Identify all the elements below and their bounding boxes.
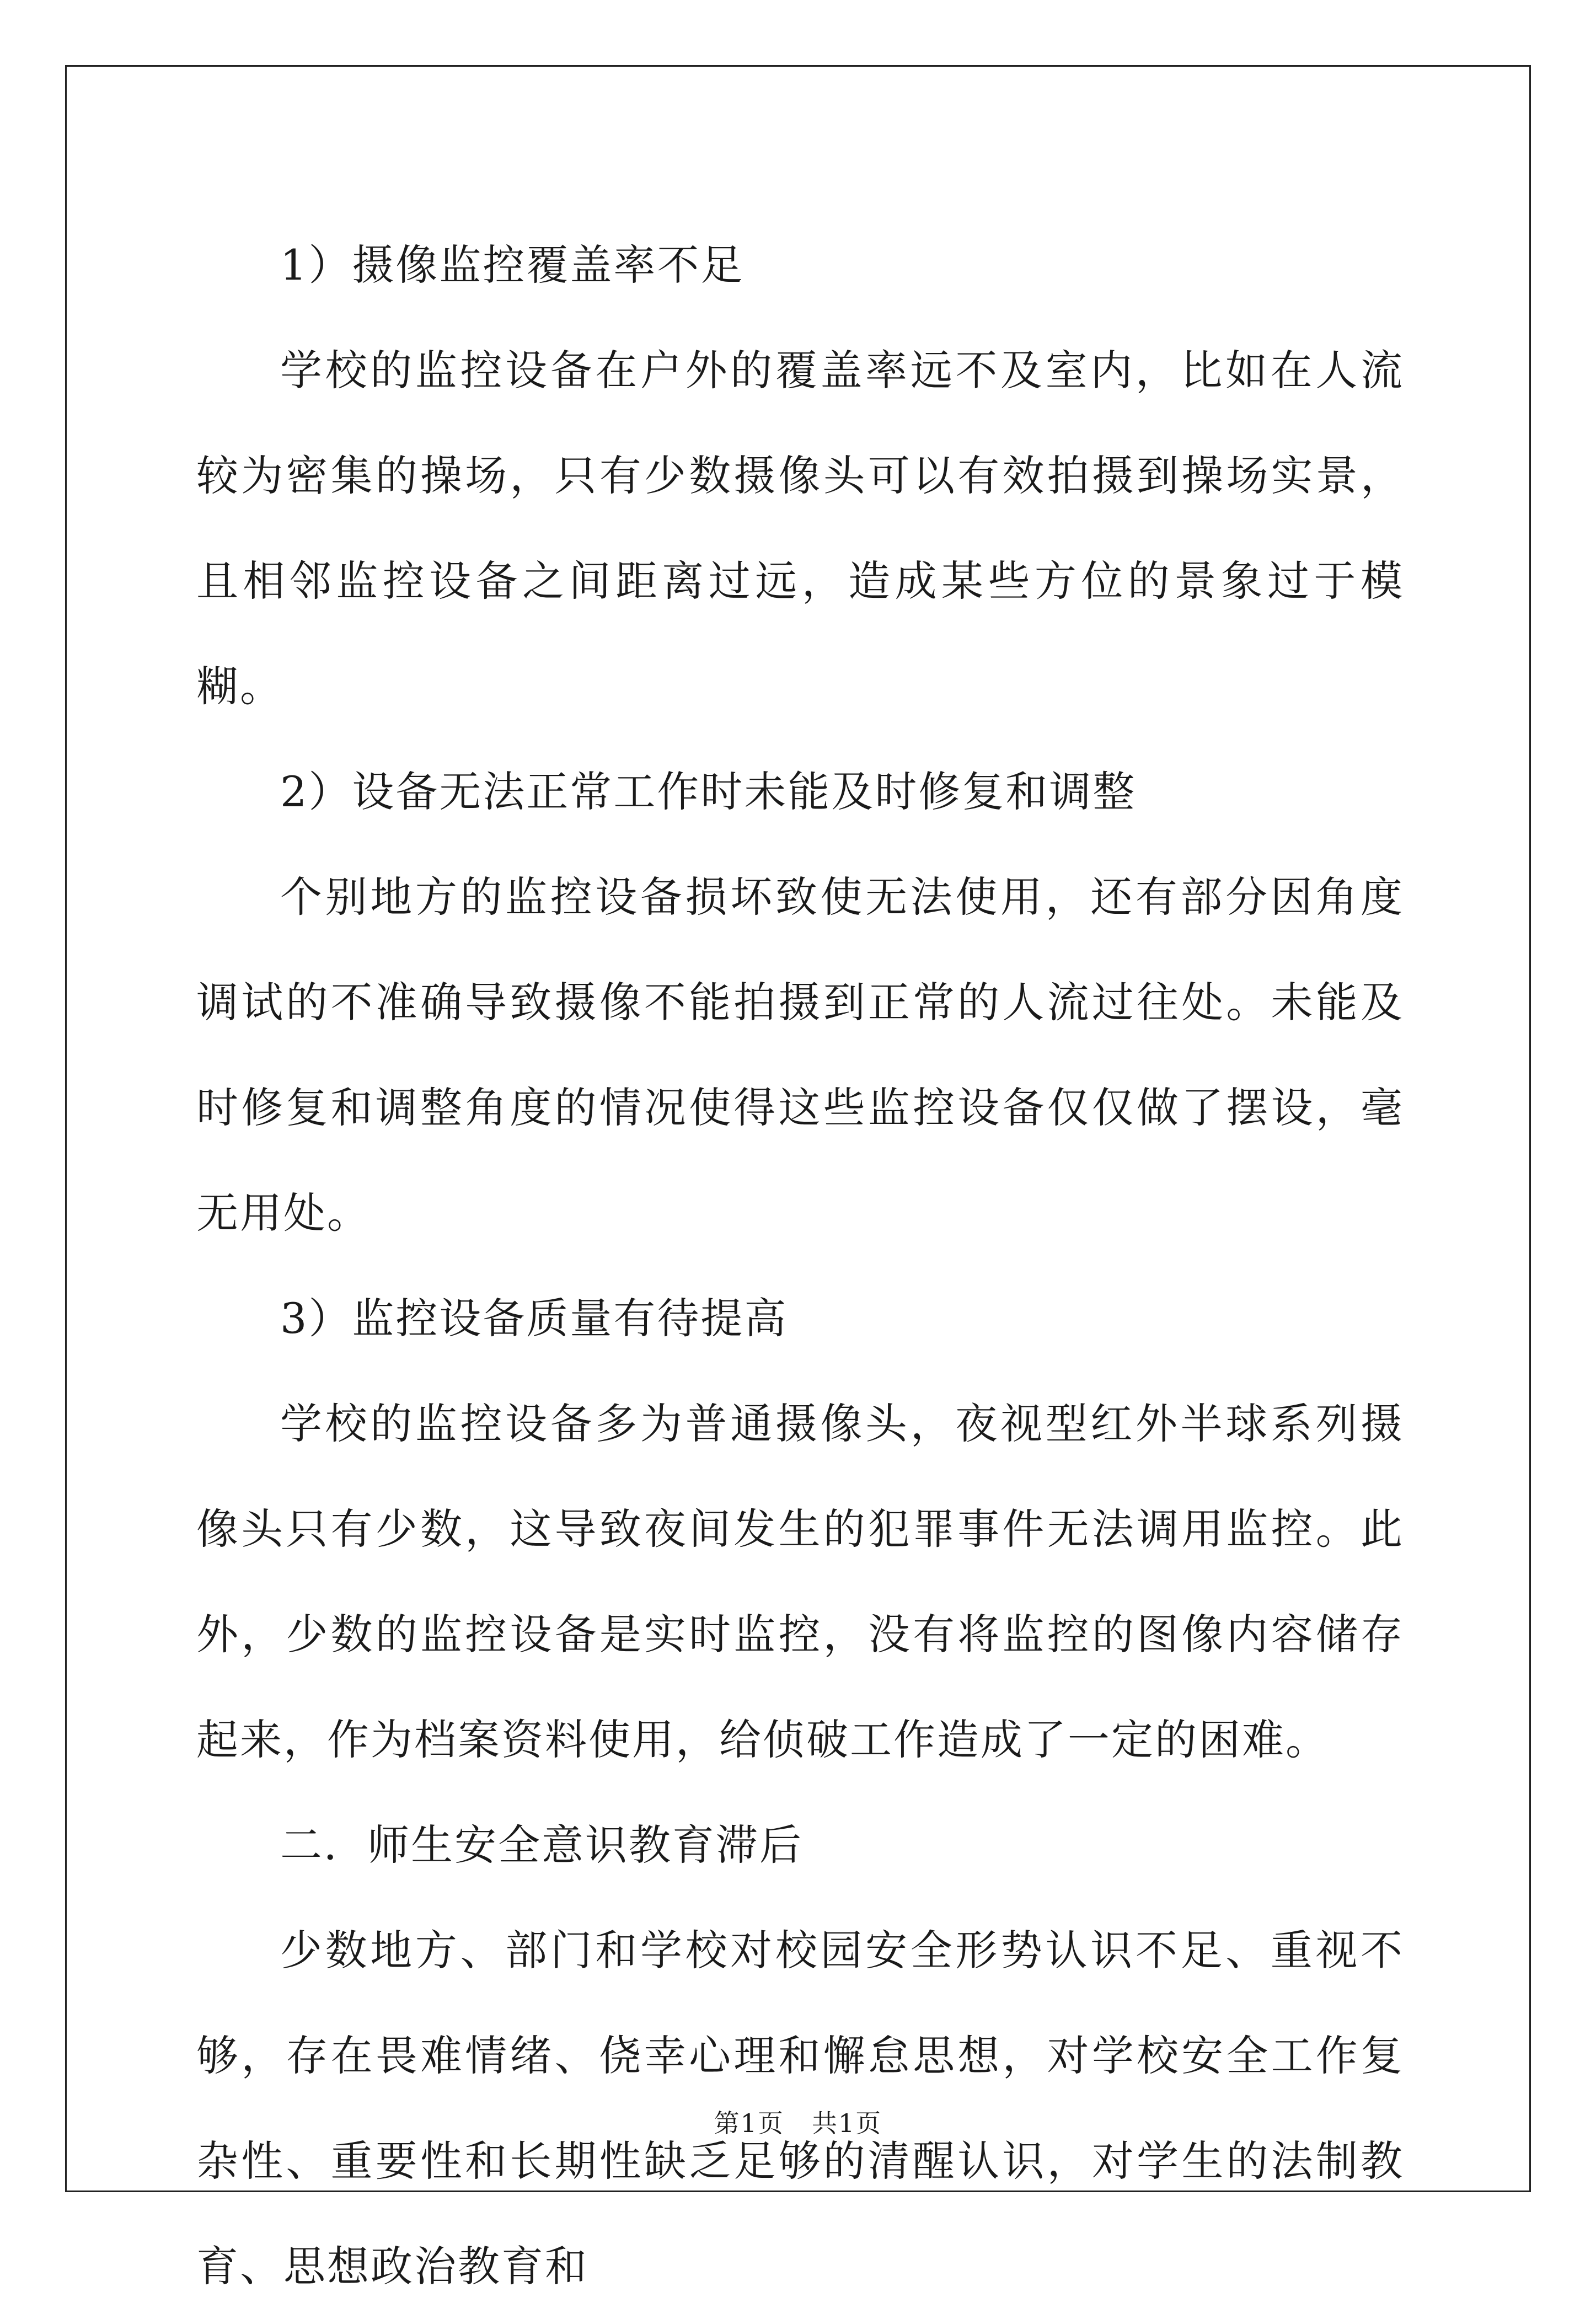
heading-equipment-repair: 2）设备无法正常工作时未能及时修复和调整 <box>280 767 1137 816</box>
heading-safety-education: 二．师生安全意识教育滞后 <box>280 1820 803 1870</box>
page-number-total: 共1页 <box>812 2108 882 2138</box>
paragraph-quality-detail: 学校的监控设备多为普通摄像头，夜视型红外半球系列摄像头只有少数，这导致夜间发生的犯罪事件无法调用监控。此外，少数的监控设备是实时监控，没有将监控的图像内容储存起来，作为档案资料使用，给侦破工作造成了一定的困难。 <box>196 1399 1404 1764</box>
heading-camera-coverage: 1）摄像监控覆盖率不足 <box>280 240 745 290</box>
document-body <box>196 212 1404 2319</box>
paragraph-repair-detail: 个别地方的监控设备损坏致使无法使用，还有部分因角度调试的不准确导致摄像不能拍摄到正常的人流过往处。未能及时修复和调整角度的情况使得这些监控设备仅仅做了摆设，毫无用处。 <box>196 872 1404 1238</box>
paragraph-safety-detail: 少数地方、部门和学校对校园安全形势认识不足、重视不够，存在畏难情绪、侥幸心理和懈怠思想，对学校安全工作复杂性、重要性和长期性缺乏足够的清醒认识，对学生的法制教育、思想政治教育和 <box>196 1926 1404 2291</box>
page-footer <box>0 2107 1596 2140</box>
paragraph-coverage-detail: 学校的监控设备在户外的覆盖率远不及室内，比如在人流较为密集的操场，只有少数摄像头可以有效拍摄到操场实景，且相邻监控设备之间距离过远，造成某些方位的景象过于模糊。 <box>196 346 1404 711</box>
heading-equipment-quality: 3）监控设备质量有待提高 <box>280 1294 788 1343</box>
page-number-current: 第1页 <box>714 2108 784 2138</box>
